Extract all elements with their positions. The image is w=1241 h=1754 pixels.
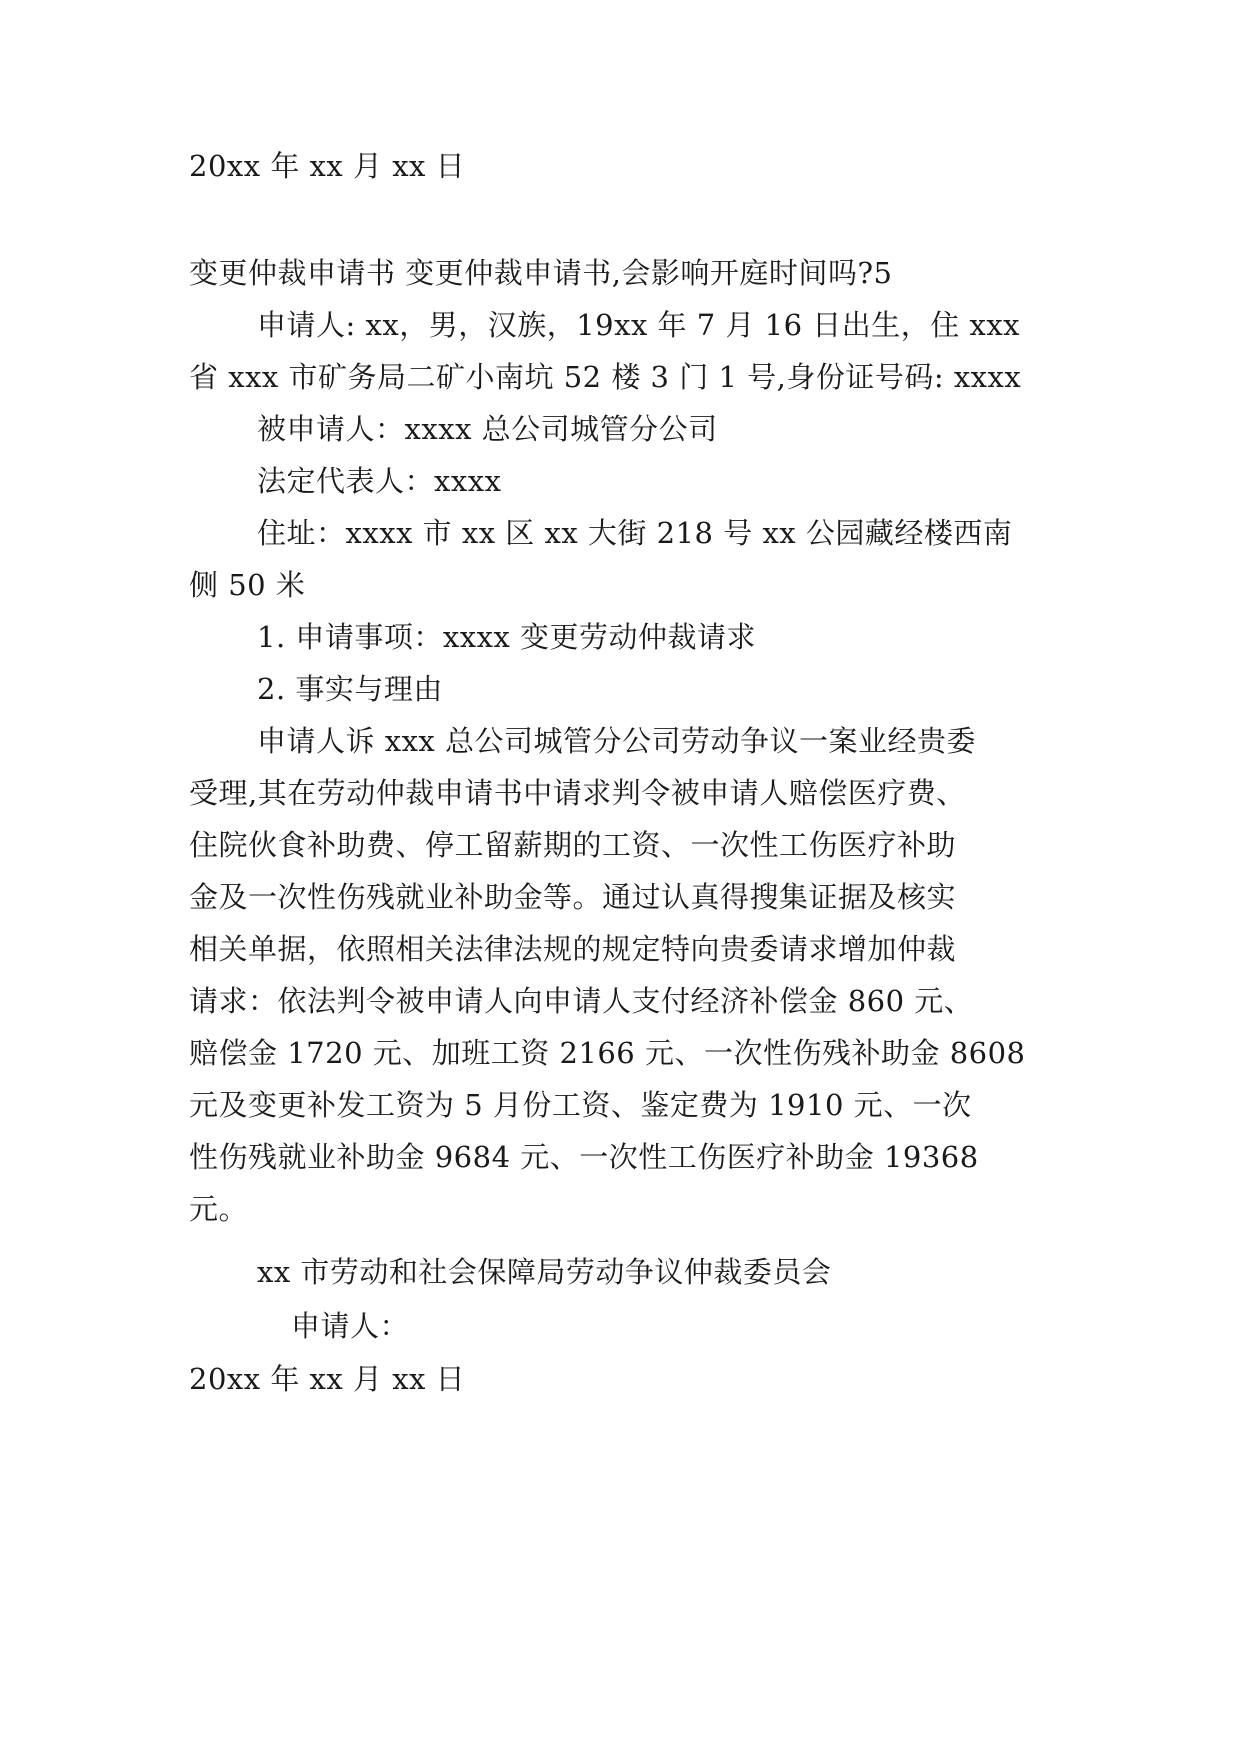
applicant-info-line-1: 申请人: xx，男，汉族，19xx 年 7 月 16 日出生，住 xxx <box>257 308 1021 342</box>
body-paragraph-line: 申请人诉 xxx 总公司城管分公司劳动争议一案业经贵委 <box>257 724 977 758</box>
body-paragraph-line: 性伤残就业补助金 9684 元、一次性工伤医疗补助金 19368 <box>189 1140 979 1174</box>
body-paragraph-line: 受理,其在劳动仲裁申请书中请求判令被申请人赔偿医疗费、 <box>189 776 966 810</box>
legal-representative-line: 法定代表人：xxxx <box>257 464 502 498</box>
body-paragraph-line: 相关单据，依照相关法律法规的规定特向贵委请求增加仲裁 <box>189 932 957 966</box>
body-paragraph-line: 请求：依法判令被申请人向申请人支付经济补偿金 860 元、 <box>189 984 974 1018</box>
body-paragraph-line: 金及一次性伤残就业补助金等。通过认真得搜集证据及核实 <box>189 880 957 914</box>
addressee-line: xx 市劳动和社会保障局劳动争议仲裁委员会 <box>257 1255 832 1289</box>
body-paragraph-line: 赔偿金 1720 元、加班工资 2166 元、一次性伤残补助金 8608 <box>189 1036 1026 1070</box>
body-paragraph-line: 住院伙食补助费、停工留薪期的工资、一次性工伤医疗补助 <box>189 828 957 862</box>
item-facts-reasons: 2. 事实与理由 <box>257 672 443 706</box>
body-paragraph-line: 元及变更补发工资为 5 月份工资、鉴定费为 1910 元、一次 <box>189 1088 972 1122</box>
address-line-2: 侧 50 米 <box>189 568 306 602</box>
address-line-1: 住址：xxxx 市 xx 区 xx 大街 218 号 xx 公园藏经楼西南 <box>257 516 1013 550</box>
body-paragraph-line: 元。 <box>189 1192 249 1226</box>
date-top: 20xx 年 xx 月 xx 日 <box>189 149 466 183</box>
respondent-line: 被申请人：xxxx 总公司城管分公司 <box>257 412 718 446</box>
signature-label: 申请人： <box>291 1309 410 1343</box>
item-request: 1. 申请事项：xxxx 变更劳动仲裁请求 <box>257 620 757 654</box>
applicant-info-line-2: 省 xxx 市矿务局二矿小南坑 52 楼 3 门 1 号,身份证号码: xxxx <box>189 360 1022 394</box>
date-bottom: 20xx 年 xx 月 xx 日 <box>189 1362 466 1396</box>
document-heading: 变更仲裁申请书 变更仲裁申请书,会影响开庭时间吗?5 <box>189 256 893 290</box>
